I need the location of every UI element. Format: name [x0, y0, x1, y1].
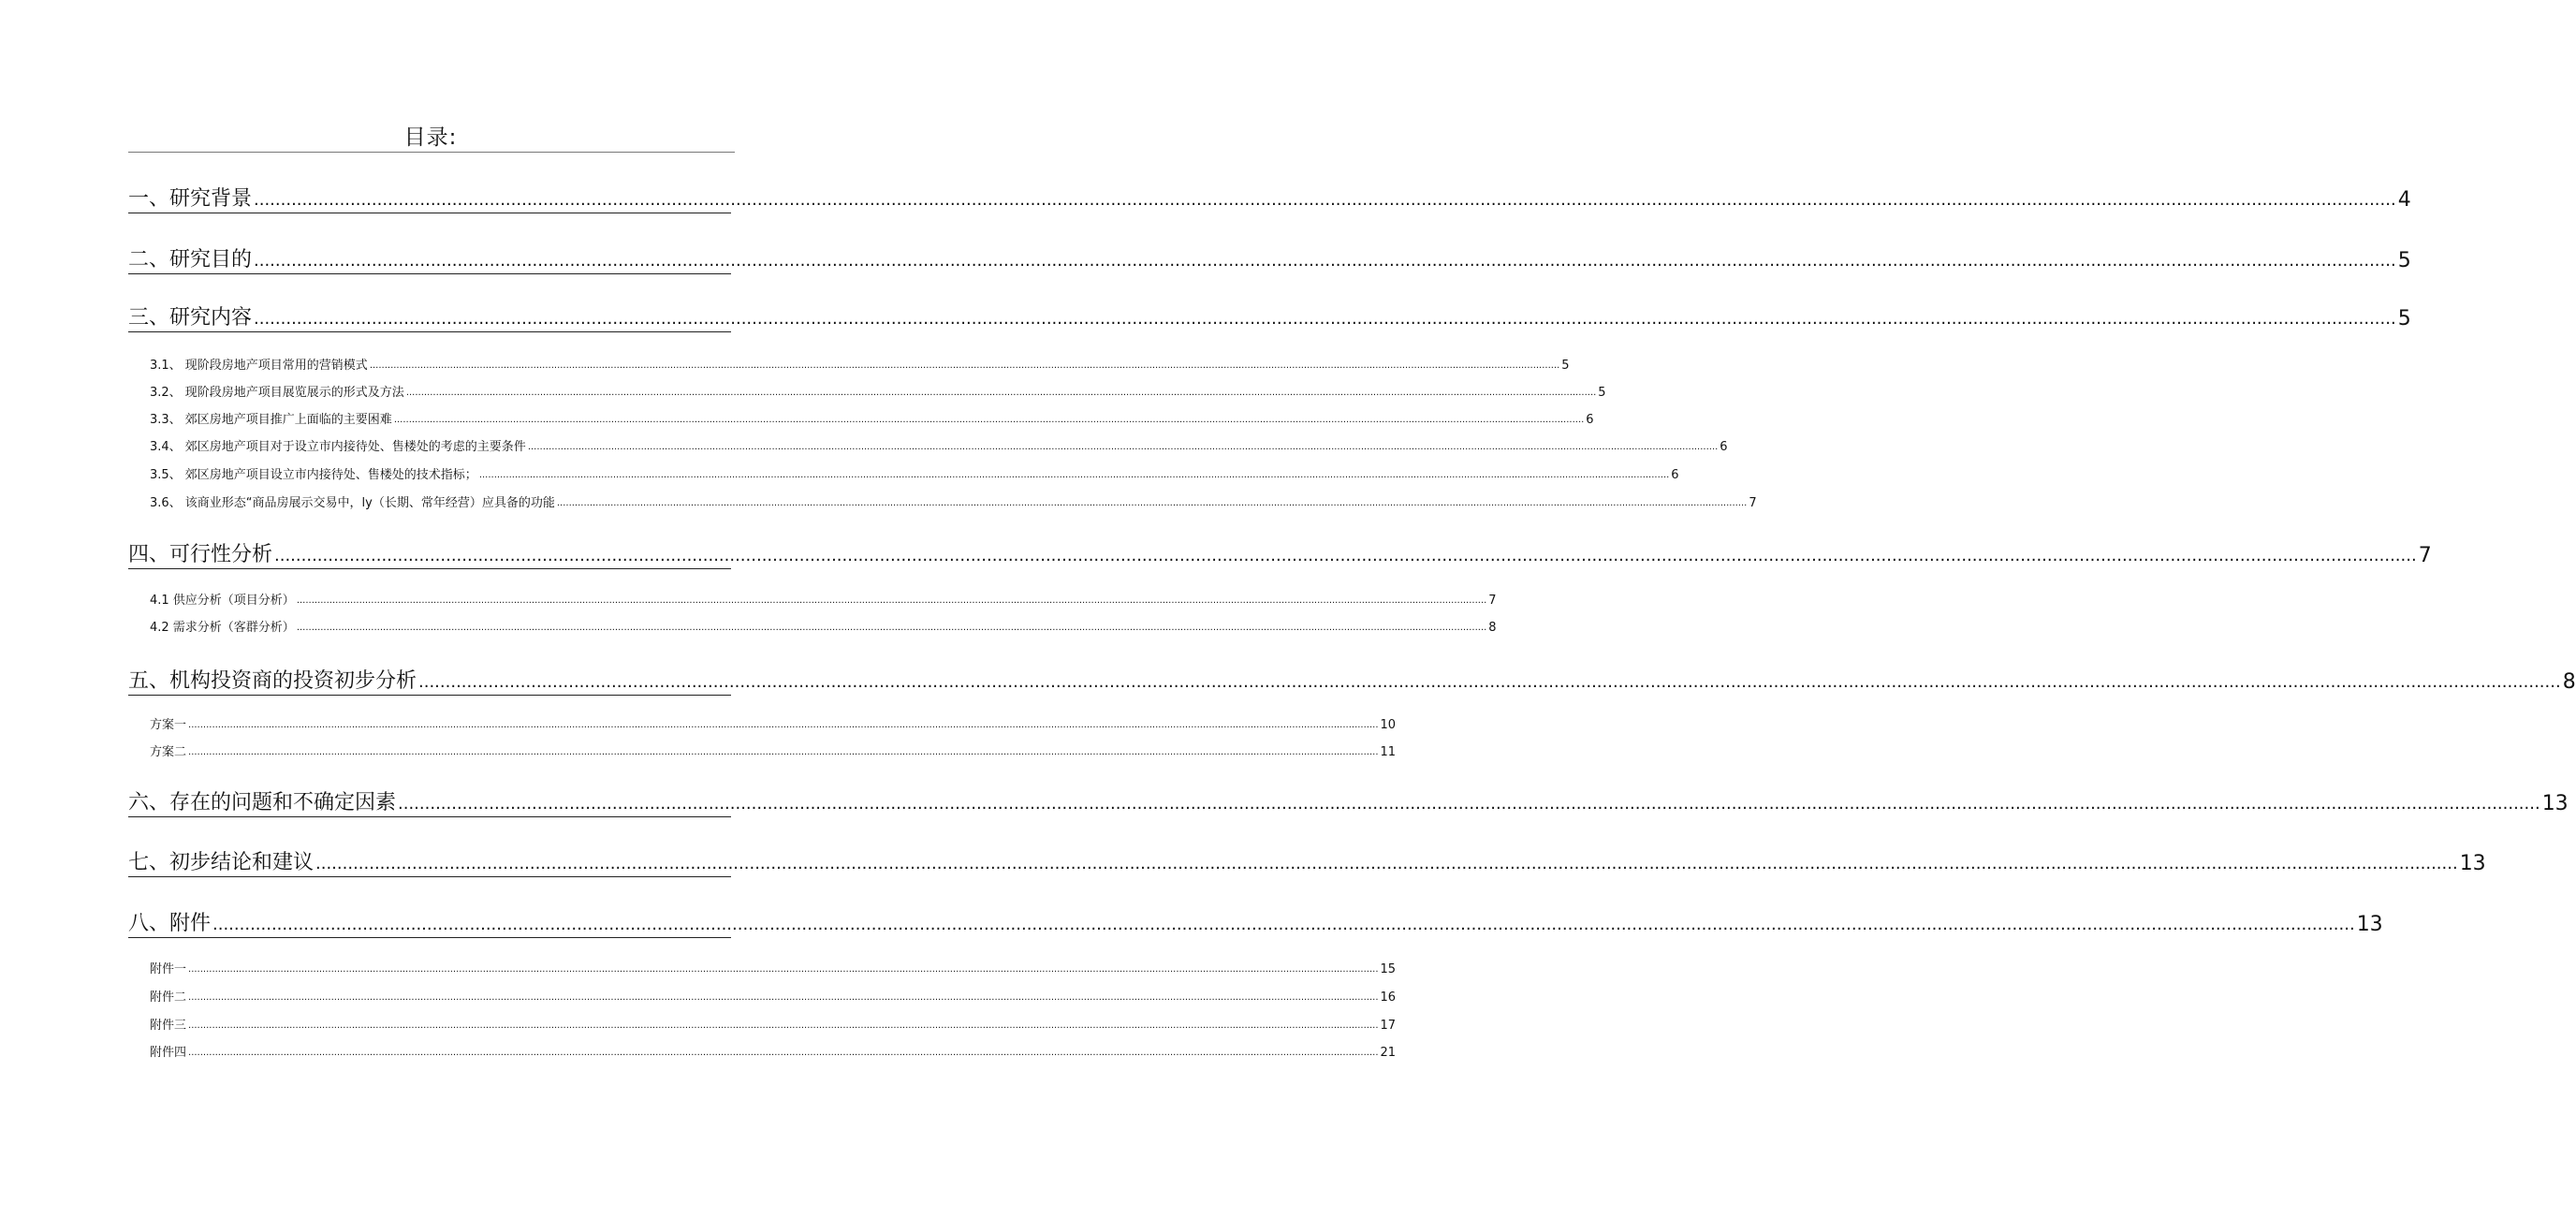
toc-page-number: 7	[2418, 544, 2432, 567]
toc-page-number: 6	[1720, 440, 1728, 454]
toc-dot-leader: ................................................................................................................................................................................................................................................................................................................................................................................................................	[188, 720, 1379, 730]
toc-entry-label: 二、研究目的	[128, 248, 253, 271]
toc-dot-leader: ................................................................................................................................................................................................................................................................................................................................................................................................................	[393, 415, 1585, 425]
toc-section-entry[interactable]	[150, 715, 1397, 732]
toc-dot-leader: ................................................................................................................................................................................................................................................................................................................................................................................................................	[212, 915, 2355, 934]
toc-page-number: 4	[2397, 188, 2411, 212]
toc-section-entry[interactable]	[150, 410, 1594, 427]
page-title: 目录:	[403, 125, 458, 150]
toc-page-number: 5	[1561, 359, 1570, 373]
toc-page-number: 15	[1380, 962, 1397, 976]
toc-section-entry[interactable]	[150, 988, 1397, 1005]
toc-dot-leader: ................................................................................................................................................................................................................................................................................................................................................................................................................	[556, 498, 1748, 508]
toc-dot-leader: ................................................................................................................................................................................................................................................................................................................................................................................................................	[188, 964, 1379, 975]
title-divider	[128, 152, 735, 153]
toc-dot-leader: ................................................................................................................................................................................................................................................................................................................................................................................................................	[418, 672, 2561, 692]
toc-page-number: 13	[2541, 792, 2569, 815]
toc-entry-label: 八、附件	[128, 912, 212, 935]
toc-entry-label: 3.1、 现阶段房地产项目常用的营销模式	[150, 359, 368, 373]
toc-page-number: 13	[2356, 913, 2383, 936]
toc-page-number: 8	[2562, 670, 2576, 694]
toc-dot-leader: ................................................................................................................................................................................................................................................................................................................................................................................................................	[188, 1020, 1379, 1031]
toc-chapter-entry[interactable]	[128, 302, 2411, 332]
toc-dot-leader: ................................................................................................................................................................................................................................................................................................................................................................................................................	[274, 546, 2417, 565]
toc-dot-leader: ................................................................................................................................................................................................................................................................................................................................................................................................................	[405, 388, 1597, 398]
toc-section-entry[interactable]	[150, 437, 1728, 454]
toc-page-number: 6	[1586, 413, 1594, 427]
toc-page-number: 10	[1380, 718, 1397, 732]
toc-section-entry[interactable]	[150, 1016, 1397, 1033]
toc-chapter-entry[interactable]	[128, 183, 2411, 213]
toc-page-number: 7	[1488, 594, 1497, 608]
toc-page-number: 16	[1380, 991, 1397, 1005]
toc-section-entry[interactable]	[150, 742, 1397, 759]
toc-dot-leader: ................................................................................................................................................................................................................................................................................................................................................................................................................	[254, 309, 2396, 329]
toc-entry-label: 附件二	[150, 991, 187, 1005]
toc-entry-label: 3.3、 郊区房地产项目推广上面临的主要困难	[150, 413, 392, 427]
toc-page-number: 11	[1380, 745, 1397, 759]
toc-dot-leader: ................................................................................................................................................................................................................................................................................................................................................................................................................	[478, 470, 1670, 480]
toc-section-entry[interactable]	[150, 356, 1570, 373]
toc-dot-leader: ................................................................................................................................................................................................................................................................................................................................................................................................................	[369, 360, 1560, 371]
toc-entry-label: 方案二	[150, 745, 187, 759]
toc-section-entry[interactable]	[150, 591, 1497, 608]
toc-chapter-entry[interactable]	[128, 666, 2576, 696]
toc-entry-label: 七、初步结论和建议	[128, 851, 315, 874]
toc-dot-leader: ................................................................................................................................................................................................................................................................................................................................................................................................................	[296, 623, 1487, 633]
toc-entry-label: 方案一	[150, 718, 187, 732]
toc-section-entry[interactable]	[150, 618, 1497, 635]
toc-entry-label: 3.6、 该商业形态“商品房展示交易中，ly（长期、常年经营）应具备的功能	[150, 496, 555, 510]
toc-page-number: 5	[2397, 249, 2411, 272]
toc-dot-leader: ................................................................................................................................................................................................................................................................................................................................................................................................................	[188, 992, 1379, 1003]
toc-entry-label: 3.5、 郊区房地产项目设立市内接待处、售楼处的技术指标；	[150, 468, 477, 482]
toc-entry-label: 五、机构投资商的投资初步分析	[128, 669, 417, 693]
toc-entry-label: 3.2、 现阶段房地产项目展览展示的形式及方法	[150, 386, 404, 400]
toc-entry-label: 附件三	[150, 1019, 187, 1033]
toc-section-entry[interactable]	[150, 383, 1606, 400]
toc-entry-label: 3.4、 郊区房地产项目对于设立市内接待处、售楼处的考虑的主要条件	[150, 440, 526, 454]
toc-page-number: 17	[1380, 1019, 1397, 1033]
toc-dot-leader: ................................................................................................................................................................................................................................................................................................................................................................................................................	[315, 854, 2458, 873]
toc-dot-leader: ................................................................................................................................................................................................................................................................................................................................................................................................................	[398, 794, 2540, 814]
toc-page-number: 6	[1671, 468, 1679, 482]
toc-page-number: 21	[1380, 1046, 1397, 1060]
toc-entry-label: 附件四	[150, 1046, 187, 1060]
toc-entry-label: 四、可行性分析	[128, 543, 273, 566]
toc-chapter-entry[interactable]	[128, 787, 2569, 817]
toc-dot-leader: ................................................................................................................................................................................................................................................................................................................................................................................................................	[188, 747, 1379, 757]
toc-dot-leader: ................................................................................................................................................................................................................................................................................................................................................................................................................	[296, 595, 1487, 606]
toc-page-number: 7	[1749, 496, 1757, 510]
toc-page-number: 5	[2397, 307, 2411, 330]
toc-entry-label: 三、研究内容	[128, 306, 253, 330]
toc-page-number: 13	[2459, 852, 2486, 875]
toc-dot-leader: ................................................................................................................................................................................................................................................................................................................................................................................................................	[527, 442, 1719, 452]
toc-section-entry[interactable]	[150, 960, 1397, 976]
toc-section-entry[interactable]	[150, 1043, 1397, 1060]
toc-section-entry[interactable]	[150, 493, 1757, 510]
toc-section-entry[interactable]	[150, 465, 1679, 482]
toc-chapter-entry[interactable]	[128, 908, 2383, 938]
toc-dot-leader: ................................................................................................................................................................................................................................................................................................................................................................................................................	[254, 251, 2396, 271]
toc-entry-label: 4.2 需求分析（客群分析）	[150, 621, 295, 635]
toc-chapter-entry[interactable]	[128, 539, 2432, 569]
toc-page-number: 8	[1488, 621, 1497, 635]
toc-entry-label: 一、研究背景	[128, 187, 253, 211]
toc-page-number: 5	[1598, 386, 1606, 400]
toc-chapter-entry[interactable]	[128, 847, 2486, 877]
toc-entry-label: 六、存在的问题和不确定因素	[128, 791, 397, 814]
toc-dot-leader: ................................................................................................................................................................................................................................................................................................................................................................................................................	[254, 190, 2396, 210]
toc-chapter-entry[interactable]	[128, 244, 2411, 274]
toc-entry-label: 4.1 供应分析（项目分析）	[150, 594, 295, 608]
toc-entry-label: 附件一	[150, 962, 187, 976]
toc-dot-leader: ................................................................................................................................................................................................................................................................................................................................................................................................................	[188, 1048, 1379, 1058]
